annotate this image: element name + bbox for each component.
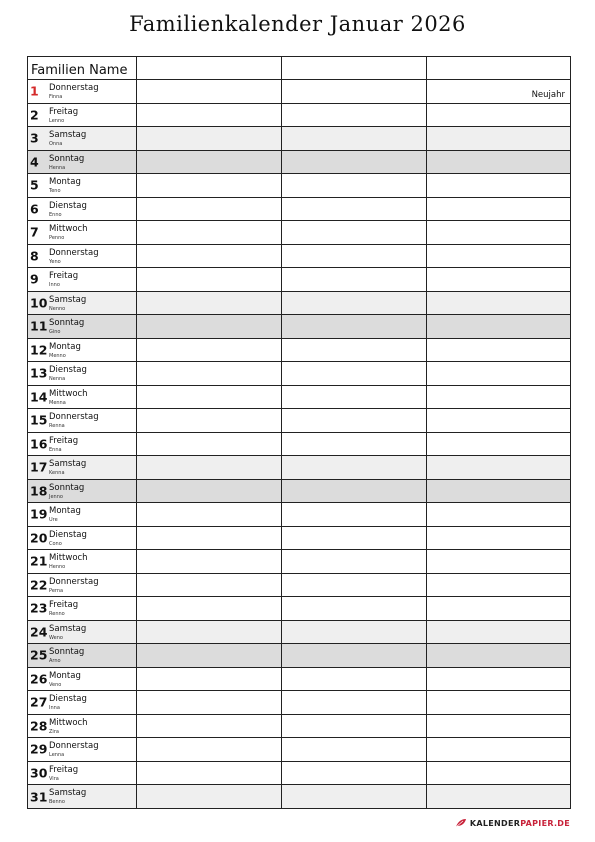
entry-cell-2[interactable] (282, 80, 427, 104)
day-label-cell (28, 80, 137, 104)
weekday-label: Samstag (49, 294, 87, 305)
name-day-label: Menna (49, 399, 66, 406)
entry-cell-3[interactable] (427, 221, 571, 245)
day-row (28, 503, 571, 527)
name-day-label: Inno (49, 282, 60, 289)
holiday-note: Neujahr (531, 89, 565, 100)
entry-cell-1[interactable] (137, 221, 282, 245)
day-label-cell (28, 456, 137, 480)
day-label-cell (28, 315, 137, 339)
entry-cell-2[interactable] (282, 644, 427, 668)
name-day-label: Kenna (49, 470, 65, 477)
day-number: 31 (30, 789, 48, 805)
entry-cell-1[interactable] (137, 315, 282, 339)
entry-cell-3[interactable] (427, 785, 571, 809)
leaf-icon (455, 818, 467, 828)
day-label-cell (28, 268, 137, 292)
entry-cell-3[interactable] (427, 385, 571, 409)
entry-cell-2[interactable] (282, 432, 427, 456)
entry-cell-1[interactable] (137, 385, 282, 409)
day-row (28, 127, 571, 151)
entry-cell-1[interactable] (137, 80, 282, 104)
entry-cell-1[interactable] (137, 503, 282, 527)
entry-cell-1[interactable] (137, 597, 282, 621)
name-day-label: Weno (49, 634, 63, 641)
day-label-cell (28, 738, 137, 762)
entry-cell-3[interactable] (427, 197, 571, 221)
name-day-label: Lenno (49, 117, 65, 124)
day-row (28, 409, 571, 433)
day-label-cell (28, 667, 137, 691)
entry-cell-2[interactable] (282, 385, 427, 409)
day-number: 25 (30, 647, 48, 663)
day-number: 3 (30, 130, 39, 146)
weekday-label: Dienstag (49, 365, 87, 376)
name-day-label: Menno (49, 352, 66, 359)
entry-cell-3[interactable] (427, 573, 571, 597)
logo-text-part2: PAPIER.DE (520, 818, 570, 828)
weekday-label: Samstag (49, 459, 87, 470)
entry-cell-1[interactable] (137, 291, 282, 315)
day-label-cell (28, 761, 137, 785)
day-label-cell (28, 503, 137, 527)
day-row (28, 526, 571, 550)
name-day-label: Gino (49, 329, 61, 336)
weekday-label: Donnerstag (49, 247, 99, 258)
day-number: 16 (30, 436, 48, 452)
day-row (28, 761, 571, 785)
day-row (28, 597, 571, 621)
weekday-label: Freitag (49, 764, 79, 775)
day-label-cell (28, 432, 137, 456)
entry-cell-3[interactable] (427, 761, 571, 785)
day-number: 11 (30, 318, 48, 334)
family-name-label: Familien Name (31, 62, 128, 78)
day-row (28, 385, 571, 409)
entry-cell-1[interactable] (137, 738, 282, 762)
day-row (28, 738, 571, 762)
weekday-label: Donnerstag (49, 576, 99, 587)
entry-cell-1[interactable] (137, 432, 282, 456)
entry-cell-2[interactable] (282, 291, 427, 315)
weekday-label: Donnerstag (49, 83, 99, 94)
entry-cell-3[interactable] (427, 738, 571, 762)
weekday-label: Sonntag (49, 153, 85, 164)
weekday-label: Sonntag (49, 482, 85, 493)
name-day-label: Yeno (49, 258, 61, 265)
entry-cell-2[interactable] (282, 268, 427, 292)
entry-cell-2[interactable] (282, 174, 427, 198)
entry-cell-3[interactable] (427, 644, 571, 668)
family-name-header (28, 57, 137, 80)
entry-cell-2[interactable] (282, 667, 427, 691)
day-row (28, 456, 571, 480)
entry-cell-3[interactable] (427, 667, 571, 691)
calendar-table (27, 56, 571, 809)
weekday-label: Freitag (49, 271, 79, 282)
weekday-label: Sonntag (49, 647, 85, 658)
entry-cell-2[interactable] (282, 315, 427, 339)
entry-cell-1[interactable] (137, 409, 282, 433)
entry-cell-1[interactable] (137, 667, 282, 691)
day-number: 15 (30, 412, 48, 428)
weekday-label: Samstag (49, 623, 87, 634)
day-row (28, 362, 571, 386)
day-label-cell (28, 150, 137, 174)
weekday-label: Montag (49, 670, 81, 681)
entry-cell-1[interactable] (137, 573, 282, 597)
entry-cell-1[interactable] (137, 197, 282, 221)
entry-cell-3[interactable] (427, 338, 571, 362)
weekday-label: Mittwoch (49, 224, 88, 235)
entry-cell-2[interactable] (282, 785, 427, 809)
entry-cell-3[interactable] (427, 526, 571, 550)
page-title: Familienkalender Januar 2026 (129, 12, 466, 36)
entry-cell-3[interactable] (427, 174, 571, 198)
entry-cell-3[interactable] (427, 456, 571, 480)
entry-cell-3[interactable] (427, 597, 571, 621)
entry-cell-1[interactable] (137, 268, 282, 292)
name-day-label: Perna (49, 587, 64, 594)
entry-cell-1[interactable] (137, 103, 282, 127)
day-number: 23 (30, 600, 48, 616)
name-day-label: Penno (49, 235, 65, 242)
entry-cell-2[interactable] (282, 244, 427, 268)
day-row (28, 221, 571, 245)
weekday-label: Dienstag (49, 200, 87, 211)
day-label-cell (28, 597, 137, 621)
name-day-label: Ure (49, 517, 58, 524)
day-number: 10 (30, 295, 48, 311)
day-label-cell (28, 127, 137, 151)
member-column-1[interactable] (137, 57, 282, 80)
entry-cell-2[interactable] (282, 714, 427, 738)
entry-cell-1[interactable] (137, 785, 282, 809)
day-row (28, 338, 571, 362)
day-number: 22 (30, 577, 48, 593)
entry-cell-1[interactable] (137, 761, 282, 785)
entry-cell-2[interactable] (282, 197, 427, 221)
name-day-label: Enna (49, 446, 62, 453)
name-day-label: Arno (49, 658, 61, 665)
day-row (28, 315, 571, 339)
day-row (28, 244, 571, 268)
entry-cell-3[interactable] (427, 503, 571, 527)
weekday-label: Mittwoch (49, 388, 88, 399)
entry-cell-2[interactable] (282, 526, 427, 550)
entry-cell-2[interactable] (282, 738, 427, 762)
name-day-label: Enno (49, 211, 62, 218)
name-day-label: Renno (49, 611, 65, 618)
day-number: 1 (30, 83, 39, 99)
day-number: 19 (30, 506, 48, 522)
entry-cell-2[interactable] (282, 597, 427, 621)
entry-cell-1[interactable] (137, 456, 282, 480)
day-row (28, 103, 571, 127)
weekday-label: Montag (49, 506, 81, 517)
day-label-cell (28, 362, 137, 386)
day-number: 8 (30, 248, 39, 264)
day-number: 13 (30, 365, 48, 381)
entry-cell-2[interactable] (282, 338, 427, 362)
day-row (28, 691, 571, 715)
day-label-cell (28, 691, 137, 715)
name-day-label: Renna (49, 423, 65, 430)
entry-cell-2[interactable] (282, 221, 427, 245)
day-label-cell (28, 785, 137, 809)
name-day-label: Teno (49, 188, 61, 195)
day-label-cell (28, 573, 137, 597)
entry-cell-3[interactable] (427, 550, 571, 574)
entry-cell-2[interactable] (282, 620, 427, 644)
day-row (28, 432, 571, 456)
day-row (28, 667, 571, 691)
entry-cell-2[interactable] (282, 550, 427, 574)
entry-cell-3[interactable] (427, 620, 571, 644)
name-day-label: Lenna (49, 752, 65, 759)
name-day-label: Zira (49, 728, 59, 735)
entry-cell-1[interactable] (137, 150, 282, 174)
entry-cell-3[interactable] (427, 268, 571, 292)
entry-cell-3[interactable] (427, 479, 571, 503)
day-label-cell (28, 174, 137, 198)
weekday-label: Donnerstag (49, 412, 99, 423)
entry-cell-1[interactable] (137, 362, 282, 386)
day-number: 17 (30, 459, 48, 475)
weekday-label: Mittwoch (49, 717, 88, 728)
day-row (28, 573, 571, 597)
entry-cell-1[interactable] (137, 691, 282, 715)
day-row (28, 268, 571, 292)
header-row (28, 57, 571, 80)
day-row (28, 714, 571, 738)
day-number: 27 (30, 694, 48, 710)
entry-cell-1[interactable] (137, 174, 282, 198)
entry-cell-3[interactable] (427, 432, 571, 456)
day-row (28, 174, 571, 198)
day-row (28, 291, 571, 315)
name-day-label: Finna (49, 94, 63, 101)
entry-cell-2[interactable] (282, 479, 427, 503)
name-day-label: Henno (49, 564, 66, 571)
weekday-label: Montag (49, 177, 81, 188)
entry-cell-1[interactable] (137, 644, 282, 668)
day-row (28, 197, 571, 221)
day-label-cell (28, 291, 137, 315)
name-day-label: Veno (49, 681, 62, 688)
day-label-cell (28, 620, 137, 644)
day-row (28, 644, 571, 668)
entry-cell-3[interactable] (427, 80, 571, 104)
day-number: 29 (30, 741, 48, 757)
entry-cell-2[interactable] (282, 761, 427, 785)
entry-cell-3[interactable] (427, 127, 571, 151)
entry-cell-2[interactable] (282, 150, 427, 174)
day-label-cell (28, 385, 137, 409)
entry-cell-1[interactable] (137, 526, 282, 550)
entry-cell-2[interactable] (282, 503, 427, 527)
day-number: 30 (30, 765, 48, 781)
weekday-label: Montag (49, 341, 81, 352)
entry-cell-3[interactable] (427, 291, 571, 315)
entry-cell-3[interactable] (427, 315, 571, 339)
day-label-cell (28, 644, 137, 668)
member-column-2[interactable] (282, 57, 427, 80)
entry-cell-3[interactable] (427, 103, 571, 127)
day-label-cell (28, 244, 137, 268)
weekday-label: Dienstag (49, 529, 87, 540)
day-label-cell (28, 526, 137, 550)
entry-cell-2[interactable] (282, 103, 427, 127)
entry-cell-3[interactable] (427, 362, 571, 386)
entry-cell-1[interactable] (137, 244, 282, 268)
day-number: 21 (30, 553, 48, 569)
day-number: 6 (30, 201, 39, 217)
day-number: 20 (30, 530, 48, 546)
weekday-label: Dienstag (49, 694, 87, 705)
day-number: 9 (30, 271, 39, 287)
entry-cell-1[interactable] (137, 338, 282, 362)
brand-logo (455, 818, 570, 828)
entry-cell-2[interactable] (282, 573, 427, 597)
name-day-label: Nenna (49, 376, 66, 383)
day-label-cell (28, 479, 137, 503)
day-number: 7 (30, 224, 39, 240)
entry-cell-2[interactable] (282, 456, 427, 480)
name-day-label: Benno (49, 799, 65, 806)
entry-cell-2[interactable] (282, 691, 427, 715)
weekday-label: Sonntag (49, 318, 85, 329)
day-row (28, 150, 571, 174)
name-day-label: Cono (49, 540, 62, 547)
entry-cell-2[interactable] (282, 409, 427, 433)
name-day-label: Onna (49, 141, 63, 148)
day-number: 28 (30, 718, 48, 734)
weekday-label: Donnerstag (49, 741, 99, 752)
day-row (28, 620, 571, 644)
day-label-cell (28, 714, 137, 738)
entry-cell-3[interactable] (427, 714, 571, 738)
day-number: 12 (30, 342, 48, 358)
day-number: 14 (30, 389, 48, 405)
entry-cell-3[interactable] (427, 150, 571, 174)
name-day-label: Henna (49, 164, 66, 171)
weekday-label: Mittwoch (49, 553, 88, 564)
day-row (28, 550, 571, 574)
entry-cell-3[interactable] (427, 409, 571, 433)
day-label-cell (28, 338, 137, 362)
member-column-3[interactable] (427, 57, 571, 80)
weekday-label: Freitag (49, 435, 79, 446)
entry-cell-1[interactable] (137, 550, 282, 574)
day-row (28, 479, 571, 503)
entry-cell-1[interactable] (137, 714, 282, 738)
weekday-label: Samstag (49, 788, 87, 799)
day-label-cell (28, 221, 137, 245)
entry-cell-3[interactable] (427, 691, 571, 715)
name-day-label: Vira (49, 775, 59, 782)
day-number: 18 (30, 483, 48, 499)
day-label-cell (28, 197, 137, 221)
entry-cell-2[interactable] (282, 127, 427, 151)
entry-cell-1[interactable] (137, 127, 282, 151)
day-row (28, 80, 571, 104)
weekday-label: Freitag (49, 600, 79, 611)
day-number: 4 (30, 154, 39, 170)
name-day-label: Nenno (49, 305, 66, 312)
entry-cell-2[interactable] (282, 362, 427, 386)
entry-cell-1[interactable] (137, 620, 282, 644)
weekday-label: Samstag (49, 130, 87, 141)
day-label-cell (28, 103, 137, 127)
day-label-cell (28, 409, 137, 433)
entry-cell-3[interactable] (427, 244, 571, 268)
day-row (28, 785, 571, 809)
day-number: 26 (30, 671, 48, 687)
day-number: 24 (30, 624, 48, 640)
day-number: 5 (30, 177, 39, 193)
entry-cell-1[interactable] (137, 479, 282, 503)
name-day-label: Jenno (49, 493, 63, 500)
day-label-cell (28, 550, 137, 574)
day-number: 2 (30, 107, 39, 123)
logo-text-part1: KALENDER (469, 818, 521, 828)
weekday-label: Freitag (49, 106, 79, 117)
name-day-label: Inna (49, 705, 60, 712)
